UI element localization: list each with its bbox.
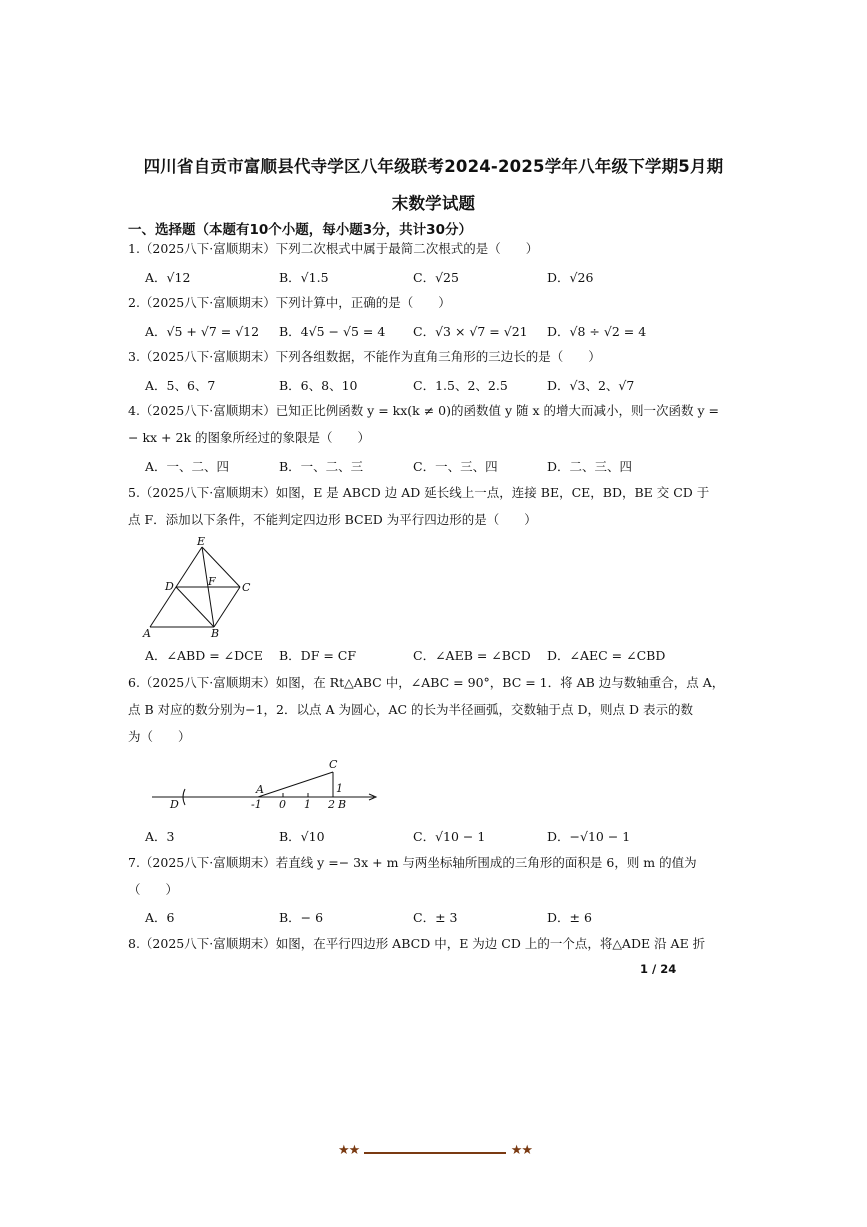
question-6-options (145, 827, 705, 845)
label-d: D (170, 798, 179, 811)
option-a: A．一、二、四 (145, 459, 230, 474)
option-a: A．∠ABD = ∠DCE (145, 648, 263, 663)
tick-label-2: 2 (328, 798, 335, 811)
option-c: C．√25 (413, 270, 459, 285)
segment-db (176, 587, 214, 627)
question-2-stem: 2.（2025八下·富顺期末）下列计算中，正确的是（ ） (128, 295, 451, 310)
label-e: E (197, 536, 206, 548)
question-5-options (145, 646, 705, 664)
option-b: B．DF = CF (279, 648, 357, 663)
question-6-stem-line-3: 为（ ） (128, 729, 191, 744)
tick-label-minus-1: -1 (251, 798, 262, 811)
label-b: B (211, 627, 220, 640)
option-c: C．√3 × √7 = √21 (413, 324, 528, 339)
option-d: D．∠AEC = ∠CBD (547, 648, 666, 663)
option-b: B．6、8、10 (279, 378, 358, 393)
option-a: A．3 (145, 829, 175, 844)
question-1-options (145, 268, 705, 286)
option-b: B．4√5 − √5 = 4 (279, 324, 386, 339)
option-c: C．一、三、四 (413, 459, 498, 474)
question-4-stem-line-2: − kx + 2k 的图象所经过的象限是（ ） (128, 430, 370, 445)
label-c: C (242, 581, 251, 594)
option-d: D．± 6 (547, 910, 592, 925)
question-2-options (145, 322, 705, 340)
footer-star-icon-right: ★★ (510, 1143, 532, 1158)
option-d: D．−√10 − 1 (547, 829, 631, 844)
option-b: B．− 6 (279, 910, 324, 925)
number-line-figure (148, 756, 388, 814)
label-bc-length: 1 (336, 782, 343, 795)
option-d: D．二、三、四 (547, 459, 633, 474)
label-b: B (338, 798, 347, 811)
option-c: C．1.5、2、2.5 (413, 378, 508, 393)
option-c: C．∠AEB = ∠BCD (413, 648, 531, 663)
question-5-stem-line-1: 5.（2025八下·富顺期末）如图，E 是 ABCD 边 AD 延长线上一点，连接 BE，CE，BD，BE 交 CD 于 (128, 485, 710, 500)
option-c: C．± 3 (413, 910, 458, 925)
option-a: A．√5 + √7 = √12 (145, 324, 260, 339)
tick-label-1: 1 (304, 798, 311, 811)
question-1-stem: 1.（2025八下·富顺期末）下列二次根式中属于最简二次根式的是（ ） (128, 241, 539, 256)
parallelogram-figure (138, 536, 268, 640)
question-7-stem-line-1: 7.（2025八下·富顺期末）若直线 y =− 3x + m 与两坐标轴所围成的三角形的面积是 6，则 m 的值为 (128, 855, 697, 870)
question-4-options (145, 457, 705, 475)
question-6-stem-line-1: 6.（2025八下·富顺期末）如图，在 Rt△ABC 中，∠ABC = 90°，BC = 1．将 AB 边与数轴重合，点 A， (128, 675, 725, 690)
question-6-stem-line-2: 点 B 对应的数分别为−1，2．以点 A 为圆心，AC 的长为半径画弧，交数轴于点 D，则点 D 表示的数 (128, 702, 694, 717)
question-3-stem: 3.（2025八下·富顺期末）下列各组数据，不能作为直角三角形的三边长的是（ ） (128, 349, 601, 364)
option-c: C．√10 − 1 (413, 829, 486, 844)
option-a: A．6 (145, 910, 175, 925)
option-a: A．√12 (145, 270, 191, 285)
label-d: D (165, 580, 174, 593)
option-d: D．√3、2、√7 (547, 378, 635, 393)
option-b: B．一、二、三 (279, 459, 364, 474)
question-5-stem-line-2: 点 F．添加以下条件，不能判定四边形 BCED 为平行四边形的是（ ） (128, 512, 537, 527)
footer-star-icon-left: ★★ (338, 1143, 360, 1158)
label-a: A (143, 627, 151, 640)
section-heading: 一、选择题（本题有10个小题，每小题3分，共计30分） (128, 222, 472, 238)
segment-ac (258, 772, 333, 797)
footer-ornament (338, 1143, 538, 1163)
option-a: A．5、6、7 (145, 378, 216, 393)
option-d: D．√8 ÷ √2 = 4 (547, 324, 647, 339)
segment-bc (214, 587, 240, 627)
option-d: D．√26 (547, 270, 594, 285)
footer-rule (364, 1152, 506, 1154)
label-c: C (329, 758, 338, 771)
question-8-stem-line-1: 8.（2025八下·富顺期末）如图，在平行四边形 ABCD 中，E 为边 CD 上的一个点，将△ADE 沿 AE 折 (128, 936, 706, 951)
question-7-stem-line-2: （ ） (128, 882, 179, 897)
document-title-line-2: 末数学试题 (391, 194, 476, 213)
question-4-stem-line-1: 4.（2025八下·富顺期末）已知正比例函数 y = kx(k ≠ 0)的函数值 y 随 x 的增大而减小，则一次函数 y = (128, 403, 719, 418)
option-b: B．√1.5 (279, 270, 329, 285)
tick-label-0: 0 (279, 798, 286, 811)
label-f: F (208, 575, 216, 588)
page-number: 1 / 24 (640, 962, 677, 976)
option-b: B．√10 (279, 829, 325, 844)
label-a: A (256, 783, 264, 796)
question-7-options (145, 908, 705, 926)
question-3-options (145, 376, 705, 394)
document-title-line-1: 四川省自贡市富顺县代寺学区八年级联考2024-2025学年八年级下学期5月期 (143, 157, 724, 176)
